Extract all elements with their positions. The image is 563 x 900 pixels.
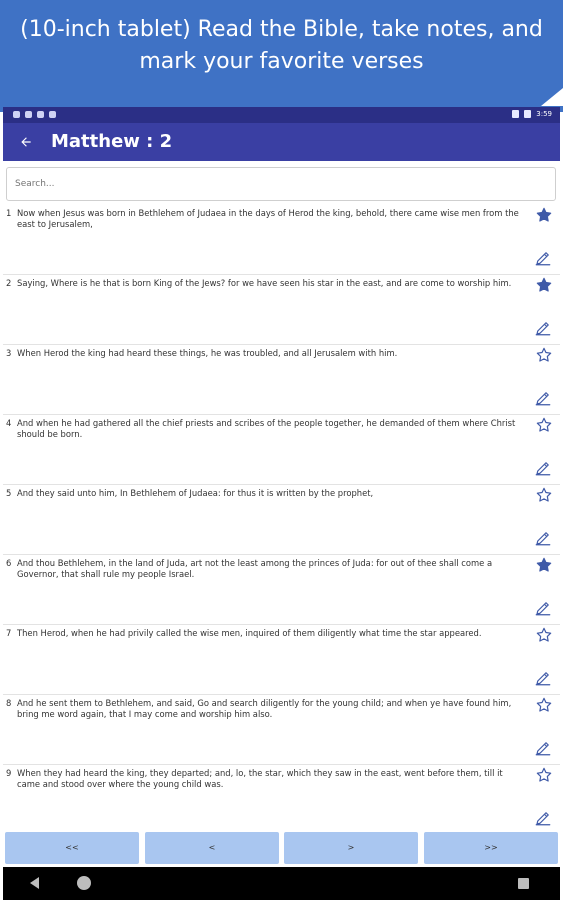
- banner-notch: [541, 88, 563, 106]
- pencil-icon[interactable]: [534, 389, 552, 407]
- notification-icon: [13, 111, 20, 118]
- star-outline-icon[interactable]: [536, 347, 552, 363]
- verse-number: 4: [6, 418, 12, 428]
- search-input[interactable]: [6, 167, 556, 201]
- last-chapter-button[interactable]: >>: [424, 832, 558, 864]
- verse-row[interactable]: [3, 625, 560, 695]
- promo-title: [0, 14, 563, 78]
- status-time: 3:59: [536, 110, 552, 118]
- star-filled-icon[interactable]: [536, 277, 552, 293]
- back-button[interactable]: [11, 127, 41, 157]
- verse-number: 9: [6, 768, 12, 778]
- verse-number: 6: [6, 558, 12, 568]
- promo-banner: [0, 0, 563, 112]
- system-back-icon[interactable]: [30, 877, 39, 889]
- notification-icon: [25, 111, 32, 118]
- battery-icon: [524, 110, 531, 118]
- verse-text: When they had heard the king, they departed; and, lo, the star, which they saw in the east, went before them, till it came and stood over where the young child was.: [17, 768, 503, 789]
- star-outline-icon[interactable]: [536, 697, 552, 713]
- star-outline-icon[interactable]: [536, 487, 552, 503]
- verse-list: [3, 205, 560, 835]
- system-navigation-bar: [3, 867, 560, 900]
- app-bar: [3, 123, 560, 161]
- verse-text: And when he had gathered all the chief priests and scribes of the people together, he demanded of them where Christ should be born.: [17, 418, 516, 439]
- notification-icon: [49, 111, 56, 118]
- verse-row[interactable]: [3, 555, 560, 625]
- signal-icon: [512, 110, 519, 118]
- verse-text: Then Herod, when he had privily called the wise men, inquired of them diligently what time the star appeared.: [17, 628, 482, 638]
- status-bar: [3, 107, 560, 123]
- pencil-icon[interactable]: [534, 459, 552, 477]
- pencil-icon[interactable]: [534, 529, 552, 547]
- verse-number: 7: [6, 628, 12, 638]
- verse-number: 1: [6, 208, 12, 218]
- star-outline-icon[interactable]: [536, 417, 552, 433]
- verse-row[interactable]: [3, 345, 560, 415]
- first-chapter-button[interactable]: <<: [5, 832, 139, 864]
- star-outline-icon[interactable]: [536, 767, 552, 783]
- verse-number: 5: [6, 488, 12, 498]
- verse-text: Saying, Where is he that is born King of the Jews? for we have seen his star in the east, and are come to worship him.: [17, 278, 512, 288]
- verse-row[interactable]: [3, 695, 560, 765]
- verse-row[interactable]: [3, 205, 560, 275]
- verse-text: And he sent them to Bethlehem, and said, Go and search diligently for the young child; and when ye have found him, bring me word again, that I may come and worship him also.: [17, 698, 512, 719]
- system-recents-icon[interactable]: [518, 878, 529, 889]
- pencil-icon[interactable]: [534, 739, 552, 757]
- next-chapter-button[interactable]: >: [284, 832, 418, 864]
- verse-text: And thou Bethlehem, in the land of Juda, art not the least among the princes of Juda: for out of thee shall come a Governor, that shall rule my people Israel.: [17, 558, 493, 579]
- device-screen: [3, 107, 560, 900]
- promo-title-line-1: (10-inch tablet) Read the Bible, take notes, and: [20, 17, 543, 42]
- status-notifications: [13, 111, 56, 118]
- status-system: [512, 110, 552, 118]
- system-home-icon[interactable]: [77, 876, 91, 890]
- verse-number: 2: [6, 278, 12, 288]
- pencil-icon[interactable]: [534, 669, 552, 687]
- promo-title-line-2: mark your favorite verses: [139, 49, 424, 74]
- verse-text: When Herod the king had heard these things, he was troubled, and all Jerusalem with him.: [17, 348, 398, 358]
- pencil-icon[interactable]: [534, 599, 552, 617]
- previous-chapter-button[interactable]: <: [145, 832, 279, 864]
- verse-number: 3: [6, 348, 12, 358]
- verse-number: 8: [6, 698, 12, 708]
- pencil-icon[interactable]: [534, 809, 552, 827]
- star-filled-icon[interactable]: [536, 207, 552, 223]
- verse-text: And they said unto him, In Bethlehem of Judaea: for thus it is written by the prophet,: [17, 488, 374, 498]
- pencil-icon[interactable]: [534, 249, 552, 267]
- arrow-back-icon: [19, 135, 33, 149]
- verse-row[interactable]: [3, 275, 560, 345]
- chapter-navigation: [3, 830, 560, 866]
- notification-icon: [37, 111, 44, 118]
- verse-row[interactable]: [3, 485, 560, 555]
- verse-text: Now when Jesus was born in Bethlehem of Judaea in the days of Herod the king, behold, there came wise men from the east to Jerusalem,: [17, 208, 519, 229]
- page-title: Matthew : 2: [51, 131, 173, 152]
- verse-row[interactable]: [3, 765, 560, 835]
- verse-row[interactable]: [3, 415, 560, 485]
- star-filled-icon[interactable]: [536, 557, 552, 573]
- star-outline-icon[interactable]: [536, 627, 552, 643]
- pencil-icon[interactable]: [534, 319, 552, 337]
